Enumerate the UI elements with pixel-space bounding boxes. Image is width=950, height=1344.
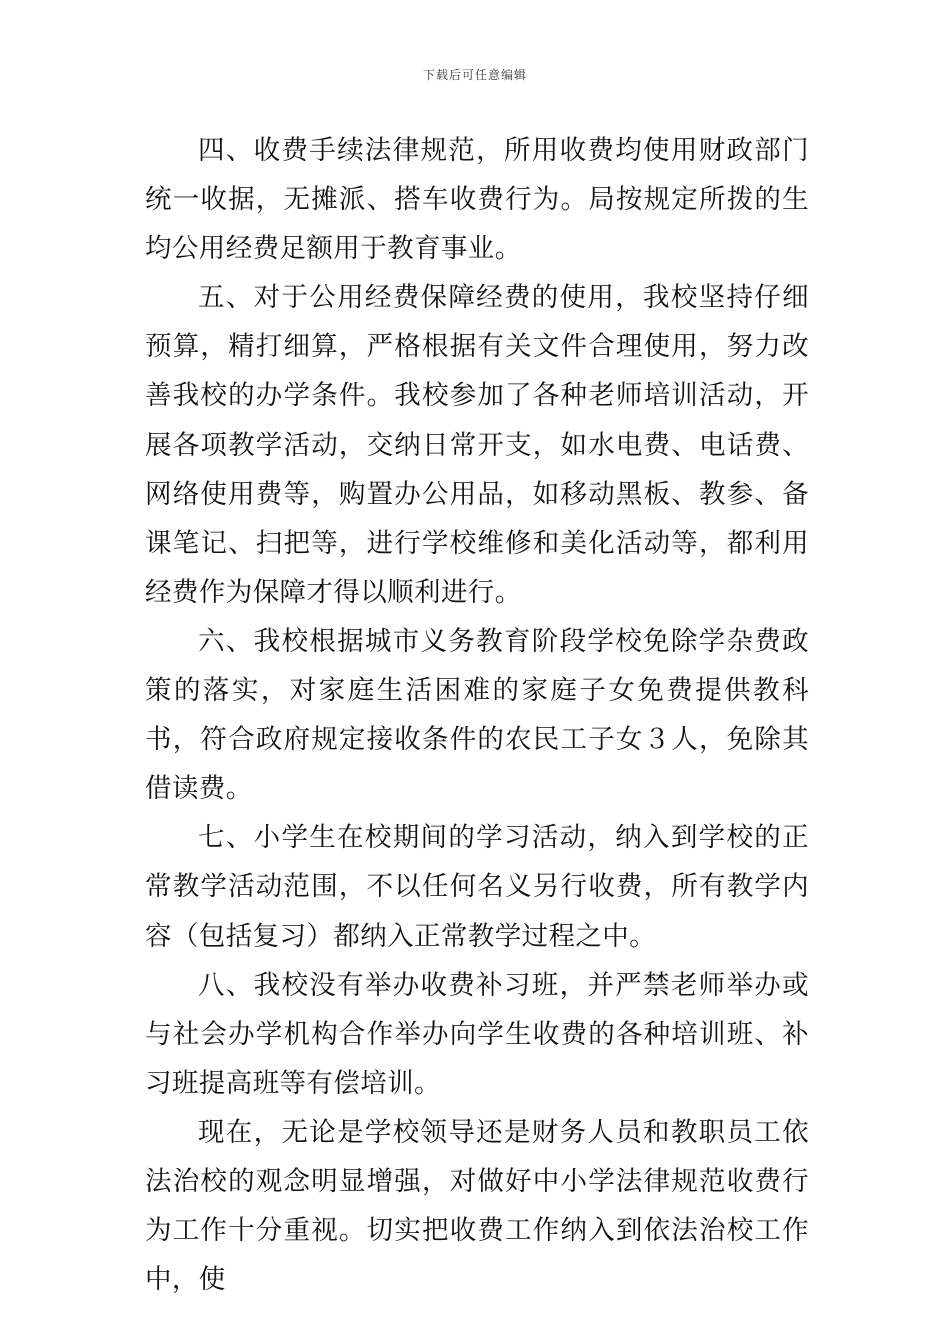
paragraph-8: 八、我校没有举办收费补习班，并严禁老师举办或与社会办学机构合作举办向学生收费的各种培训班、补习班提高班等有偿培训。: [145, 969, 809, 1099]
page-header: 下载后可任意编辑: [422, 68, 527, 82]
paragraph-6: 六、我校根据城市义务教育阶段学校免除学杂费政策的落实，对家庭生活困难的家庭子女免费提供教科书，符合政府规定接收条件的农民工子女３人，免除其借读费。: [145, 625, 809, 805]
paragraph-4: 四、收费手续法律规范，所用收费均使用财政部门统一收据，无摊派、搭车收费行为。局按规定所拨的生均公用经费足额用于教育事业。: [145, 135, 809, 265]
paragraph-7: 七、小学生在校期间的学习活动，纳入到学校的正常教学活动范围，不以任何名义另行收费，所有教学内容（包括复习）都纳入正常教学过程之中。: [145, 822, 809, 952]
document-body: [145, 126, 809, 1304]
paragraph-summary: 现在，无论是学校领导还是财务人员和教职员工依法治校的观念明显增强，对做好中小学法律规范收费行为工作十分重视。切实把收费工作纳入到依法治校工作中，使: [145, 1116, 809, 1296]
paragraph-5: 五、对于公用经费保障经费的使用，我校坚持仔细预算，精打细算，严格根据有关文件合理使用，努力改善我校的办学条件。我校参加了各种老师培训活动，开展各项教学活动，交纳日常开支，如水电费、电话费、网络使用费等，购置办公用品，如移动黑板、教参、备课笔记、扫把等，进行学校维修和美化活动等，都利用经费作为保障才得以顺利进行。: [145, 282, 809, 608]
